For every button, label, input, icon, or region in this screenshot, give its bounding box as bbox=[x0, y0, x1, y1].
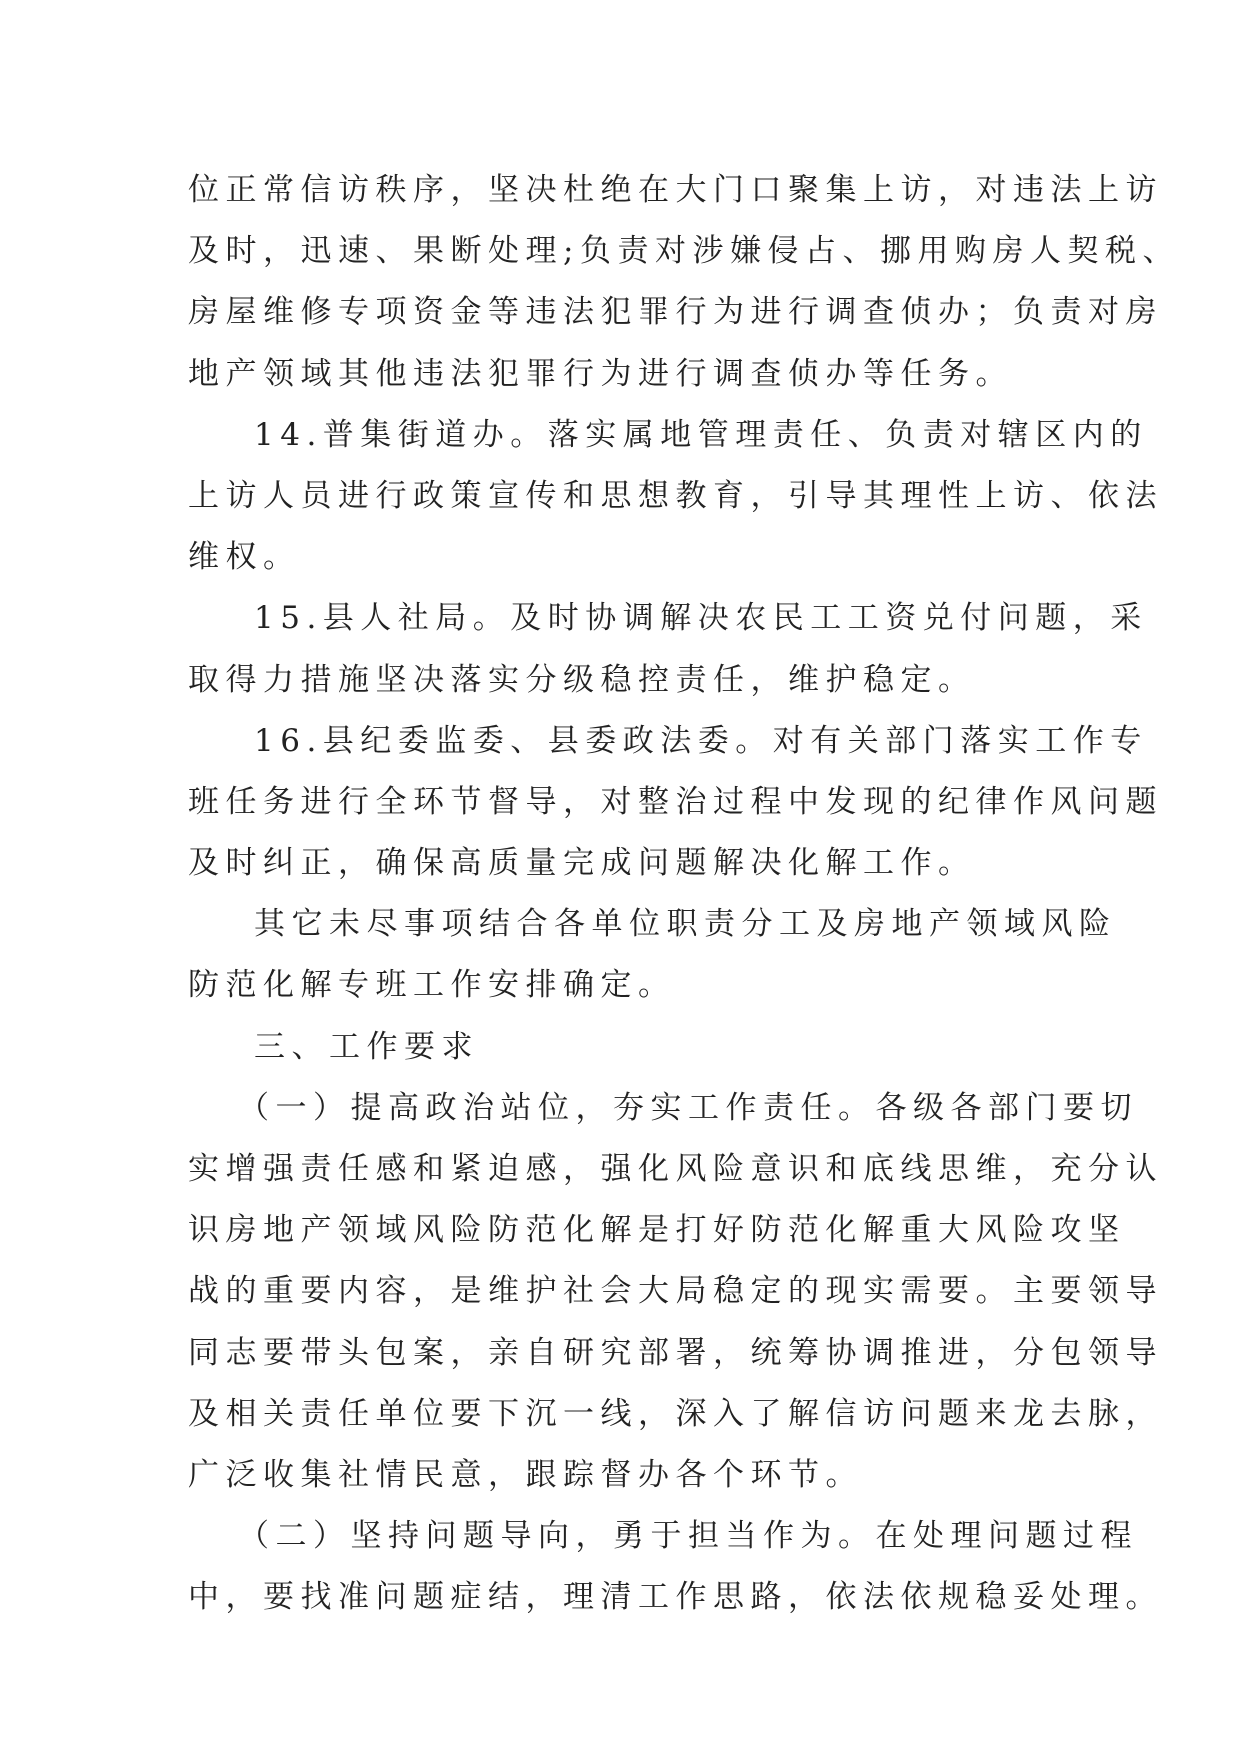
text-line: 位正常信访秩序，坚决杜绝在大门口聚集上访，对违法上访 bbox=[188, 172, 1163, 208]
text-line: 及时纠正，确保高质量完成问题解决化解工作。 bbox=[188, 845, 976, 882]
text-line: 维权。 bbox=[188, 539, 301, 576]
item-14-heading-line: 14.普集街道办。落实属地管理责任、负责对辖区内的 bbox=[254, 416, 1148, 453]
text-line: 识房地产领域风险防范化解是打好防范化解重大风险攻坚 bbox=[188, 1212, 1126, 1249]
text-line: 广泛收集社情民意，跟踪督办各个环节。 bbox=[188, 1456, 863, 1493]
requirement-one-heading-line: （一）提高政治站位，夯实工作责任。各级各部门要切 bbox=[238, 1089, 1138, 1126]
item-15-heading-line: 15.县人社局。及时协调解决农民工工资兑付问题，采 bbox=[254, 600, 1148, 637]
text-line: 班任务进行全环节督导，对整治过程中发现的纪律作风问题 bbox=[188, 783, 1163, 820]
text-line: 同志要带头包案，亲自研究部署，统筹协调推进，分包领导 bbox=[188, 1334, 1163, 1371]
requirement-two-heading-line: （二）坚持问题导向，勇于担当作为。在处理问题过程 bbox=[238, 1518, 1138, 1555]
body-text bbox=[188, 160, 1180, 1629]
section-three-heading: 三、工作要求 bbox=[254, 1028, 479, 1065]
text-line: 地产领域其他违法犯罪行为进行调查侦办等任务。 bbox=[188, 355, 1013, 392]
text-line: 实增强责任感和紧迫感，强化风险意识和底线思维，充分认 bbox=[188, 1151, 1163, 1187]
text-line: 及相关责任单位要下沉一线，深入了解信访问题来龙去脉， bbox=[188, 1395, 1163, 1432]
other-matters-line: 其它未尽事项结合各单位职责分工及房地产领域风险 bbox=[254, 906, 1117, 943]
text-line: 及时，迅速、果断处理;负责对涉嫌侵占、挪用购房人契税、 bbox=[188, 233, 1180, 270]
item-16-heading-line: 16.县纪委监委、县委政法委。对有关部门落实工作专 bbox=[254, 722, 1148, 759]
text-line: 上访人员进行政策宣传和思想教育，引导其理性上访、依法 bbox=[188, 477, 1163, 514]
text-line: 房屋维修专项资金等违法犯罪行为进行调查侦办；负责对房 bbox=[188, 294, 1163, 331]
text-line: 防范化解专班工作安排确定。 bbox=[188, 967, 676, 1004]
text-line: 中，要找准问题症结，理清工作思路，依法依规稳妥处理。 bbox=[188, 1579, 1163, 1616]
text-line: 战的重要内容，是维护社会大局稳定的现实需要。主要领导 bbox=[188, 1273, 1163, 1310]
text-line: 取得力措施坚决落实分级稳控责任，维护稳定。 bbox=[188, 661, 976, 698]
